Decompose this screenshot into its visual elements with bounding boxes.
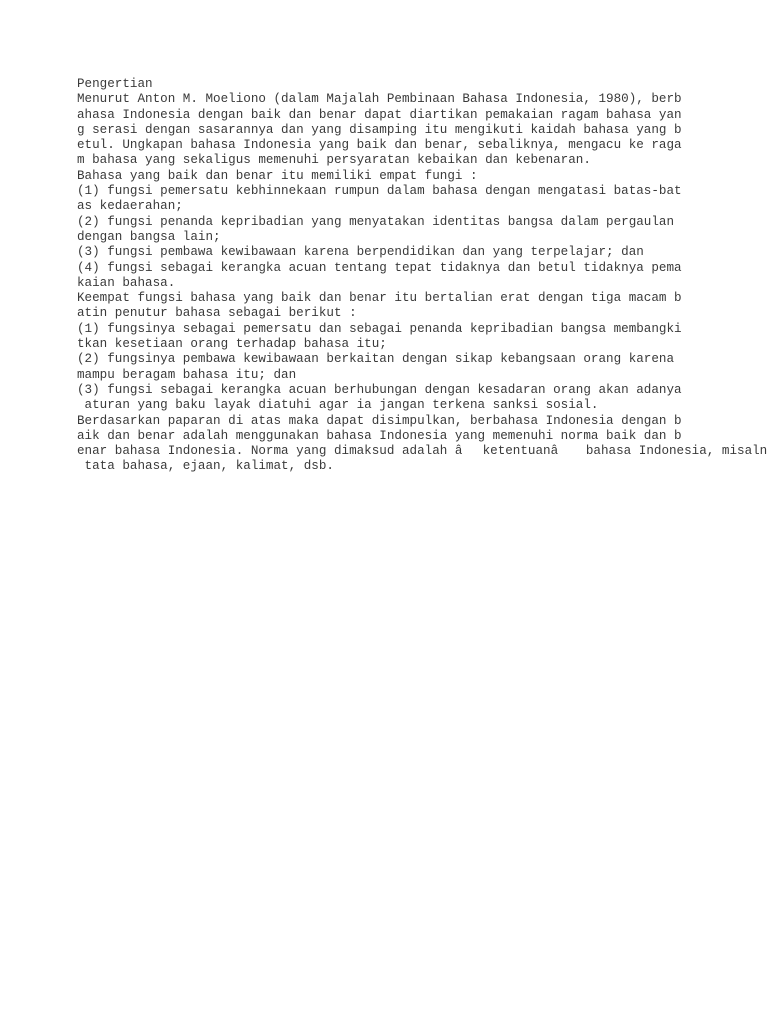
text-line: tkan kesetiaan orang terhadap bahasa itu; (77, 337, 387, 352)
text-line: as kedaerahan; (77, 199, 183, 214)
text-line: kaian bahasa. (77, 275, 176, 290)
text-line: Bahasa yang baik dan benar itu memiliki empat fungi : (77, 168, 478, 183)
text-line: etul. Ungkapan bahasa Indonesia yang baik dan benar, sebaliknya, mengacu ke raga (77, 138, 682, 153)
heading-pengertian: Pengertian (77, 77, 153, 91)
text-line: (2) fungsi penanda kepribadian yang menyatakan identitas bangsa dalam pergaulan (77, 214, 675, 229)
text-line: (4) fungsi sebagai kerangka acuan tentang tepat tidaknya dan betul tidaknya pema (77, 260, 682, 275)
text-line: (1) fungsinya sebagai pemersatu dan sebagai penanda kepribadian bangsa membangki (77, 321, 682, 336)
text-line: (1) fungsi pemersatu kebhinnekaan rumpun dalam bahasa dengan mengatasi batas-bat (77, 184, 682, 199)
text-line: Menurut Anton M. Moeliono (dalam Majalah Pembinaan Bahasa Indonesia, 1980), berb (77, 92, 682, 107)
text-line: aik dan benar adalah menggunakan bahasa Indonesia yang memenuhi norma baik dan b (77, 428, 682, 443)
text-line: Berdasarkan paparan di atas maka dapat disimpulkan, berbahasa Indonesia dengan b (77, 413, 682, 428)
text-line: aturan yang baku layak diatuhi agar ia jangan terkena sanksi sosial. (77, 398, 599, 413)
text-line: enar bahasa Indonesia. Norma yang dimaksud adalah âketentuanâ bahasa Indonesia, misaln (77, 444, 768, 459)
text-line: (3) fungsi sebagai kerangka acuan berhubungan dengan kesadaran orang akan adanya (77, 382, 682, 397)
text-line: ahasa Indonesia dengan baik dan benar dapat diartikan pemakaian ragam bahasa yan (77, 107, 682, 122)
text-line: g serasi dengan sasarannya dan yang disamping itu mengikuti kaidah bahasa yang b (77, 122, 682, 137)
text-line: atin penutur bahasa sebagai berikut : (77, 306, 357, 321)
text-line: Keempat fungsi bahasa yang baik dan benar itu bertalian erat dengan tiga macam b (77, 291, 682, 306)
document-text (77, 77, 768, 475)
text-line: dengan bangsa lain; (77, 229, 221, 244)
text-line: (2) fungsinya pembawa kewibawaan berkaitan dengan sikap kebangsaan orang karena (77, 352, 675, 367)
text-line: (3) fungsi pembawa kewibawaan karena berpendidikan dan yang terpelajar; dan (77, 245, 644, 260)
text-line: mampu beragam bahasa itu; dan (77, 367, 297, 382)
text-line: tata bahasa, ejaan, kalimat, dsb. (77, 459, 334, 474)
text-line: m bahasa yang sekaligus memenuhi persyaratan kebaikan dan kebenaran. (77, 153, 591, 168)
